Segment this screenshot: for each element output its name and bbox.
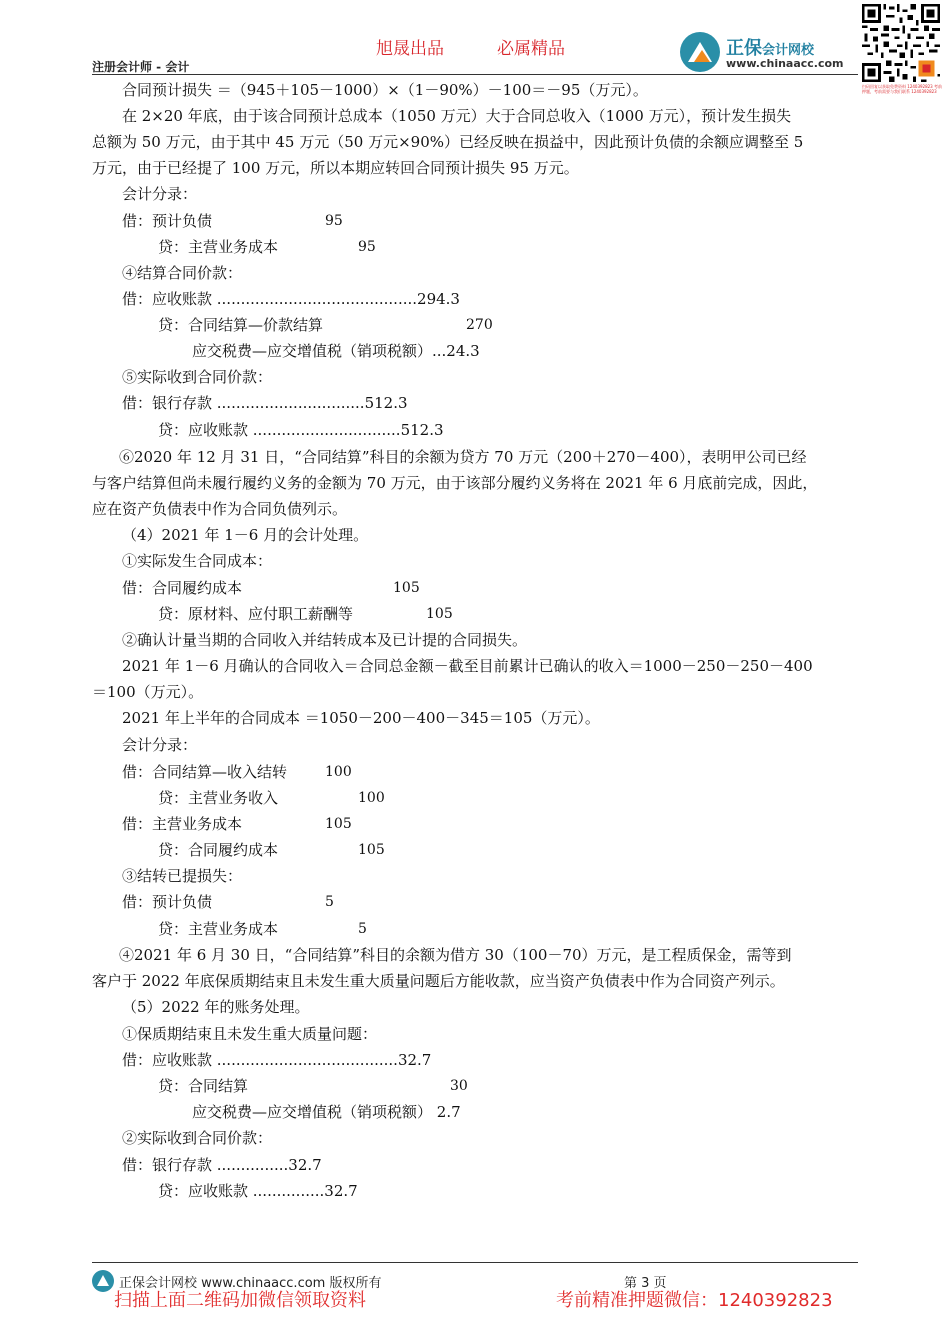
- journal-amount: 5: [325, 894, 334, 910]
- footer-divider: [92, 1262, 858, 1263]
- journal-debit: 借：预计负债: [122, 212, 213, 230]
- qr-code-icon: [862, 4, 940, 82]
- body-line: ⑤实际收到合同价款：: [122, 368, 273, 386]
- body-line: 2021 年 1－6 月确认的合同收入＝合同总金额－截至目前累计已确认的收入＝1000－250－250－400: [122, 657, 813, 675]
- journal-debit: 借：银行存款 ...............................512.3: [122, 394, 408, 412]
- page-number: 第 3 页: [624, 1276, 667, 1291]
- body-line: ①保质期结束且未发生重大质量问题：: [122, 1025, 378, 1043]
- journal-credit: 贷：主营业务收入: [158, 789, 279, 807]
- body-line: 万元，由于已经提了 100 万元，所以本期应转回合同预计损失 95 万元。: [92, 159, 579, 177]
- journal-amount: 30: [450, 1078, 468, 1094]
- journal-debit: 借：银行存款 ...............32.7: [122, 1156, 322, 1174]
- body-line: 应在资产负债表中作为合同负债列示。: [92, 500, 348, 518]
- journal-credit: 应交税费—应交增值税（销项税额）...24.3: [192, 342, 480, 360]
- header-slogan-1: 旭晟出品: [376, 39, 444, 59]
- journal-amount: 100: [358, 790, 385, 806]
- body-line: ②确认计量当期的合同收入并结转成本及已计提的合同损失。: [122, 631, 528, 649]
- journal-credit: 贷：应收账款 ...............32.7: [158, 1182, 358, 1200]
- journal-debit: 借：合同履约成本: [122, 579, 243, 597]
- header-divider: [92, 74, 858, 75]
- body-line: ④结算合同价款：: [122, 264, 243, 282]
- brand-logo: [680, 30, 860, 74]
- body-line: ③结转已提损失：: [122, 867, 243, 885]
- footer-wechat-promo: 考前精准押题微信：1240392823: [556, 1290, 833, 1311]
- footer-logo-icon: [92, 1270, 114, 1292]
- journal-amount: 95: [358, 239, 376, 255]
- journal-amount: 5: [358, 921, 367, 937]
- journal-credit: 贷：主营业务成本: [158, 238, 279, 256]
- journal-credit: 贷：原材料、应付职工薪酬等: [158, 605, 354, 623]
- journal-debit: 借：应收账款 ......................................32.7: [122, 1051, 432, 1069]
- body-line: （5）2022 年的账务处理。: [122, 998, 310, 1016]
- journal-amount: 105: [426, 606, 453, 622]
- body-line: （4）2021 年 1－6 月的会计处理。: [122, 526, 369, 544]
- journal-credit: 贷：应收账款 ...............................512.3: [158, 421, 444, 439]
- qr-caption: 扫码回复以获取免费资料 1240392823 考前押题，考前需要与我们联系 1240392823: [862, 84, 942, 94]
- body-line: 客户于 2022 年底保质期结束且未发生重大质量问题后方能收款，应当资产负债表中作为合同资产列示。: [92, 972, 785, 990]
- logo-mark-icon: [680, 32, 720, 72]
- journal-debit: 借：主营业务成本: [122, 815, 243, 833]
- journal-credit: 贷：主营业务成本: [158, 920, 279, 938]
- journal-amount: 105: [325, 816, 352, 832]
- journal-amount: 270: [466, 317, 493, 333]
- body-line: 会计分录：: [122, 185, 198, 203]
- journal-credit: 贷：合同结算—价款结算: [158, 316, 324, 334]
- logo-url: www.chinaacc.com: [726, 57, 844, 70]
- body-line: 与客户结算但尚未履行履约义务的金额为 70 万元，由于该部分履约义务将在 2021 年 6 月底前完成，因此，: [92, 474, 818, 492]
- journal-debit: 借：应收账款 ..........................................294.3: [122, 290, 460, 308]
- header-slogan-2: 必属精品: [497, 39, 565, 59]
- journal-amount: 95: [325, 213, 343, 229]
- journal-amount: 105: [393, 580, 420, 596]
- journal-credit: 应交税费—应交增值税（销项税额） 2.7: [192, 1103, 461, 1121]
- body-line: 2021 年上半年的合同成本 ＝1050－200－400－345＝105（万元）。: [122, 709, 600, 727]
- body-line: 合同预计损失 ＝（945＋105－1000）×（1－90%）－100＝－95（万元）。: [122, 81, 648, 99]
- body-line: ②实际收到合同价款：: [122, 1129, 273, 1147]
- body-line: ⑥2020 年 12 月 31 日，“合同结算”科目的余额为贷方 70 万元（200＋270－400），表明甲公司已经: [119, 448, 807, 466]
- journal-credit: 贷：合同结算: [158, 1077, 249, 1095]
- logo-name-main: 正保: [726, 38, 762, 59]
- journal-debit: 借：预计负债: [122, 893, 213, 911]
- journal-amount: 100: [325, 764, 352, 780]
- journal-credit: 贷：合同履约成本: [158, 841, 279, 859]
- body-line: ①实际发生合同成本：: [122, 552, 273, 570]
- body-line: ＝100（万元）。: [92, 683, 204, 701]
- header-subject: 注册会计师 - 会计: [92, 60, 190, 74]
- body-line: 总额为 50 万元，由于其中 45 万元（50 万元×90%）已经反映在损益中，因此预计负债的余额应调整至 5: [92, 133, 804, 151]
- body-line: 会计分录：: [122, 736, 198, 754]
- footer-copyright: 正保会计网校 www.chinaacc.com 版权所有: [119, 1276, 382, 1291]
- journal-debit: 借：合同结算—收入结转: [122, 763, 288, 781]
- footer-qr-promo: 扫描上面二维码加微信领取资料: [114, 1290, 366, 1311]
- body-line: 在 2×20 年底，由于该合同预计总成本（1050 万元）大于合同总收入（1000 万元），预计发生损失: [122, 107, 792, 125]
- journal-amount: 105: [358, 842, 385, 858]
- logo-name-small: 会计网校: [762, 43, 815, 58]
- body-line: ④2021 年 6 月 30 日，“合同结算”科目的余额为借方 30（100－70）万元，是工程质保金，需等到: [119, 946, 792, 964]
